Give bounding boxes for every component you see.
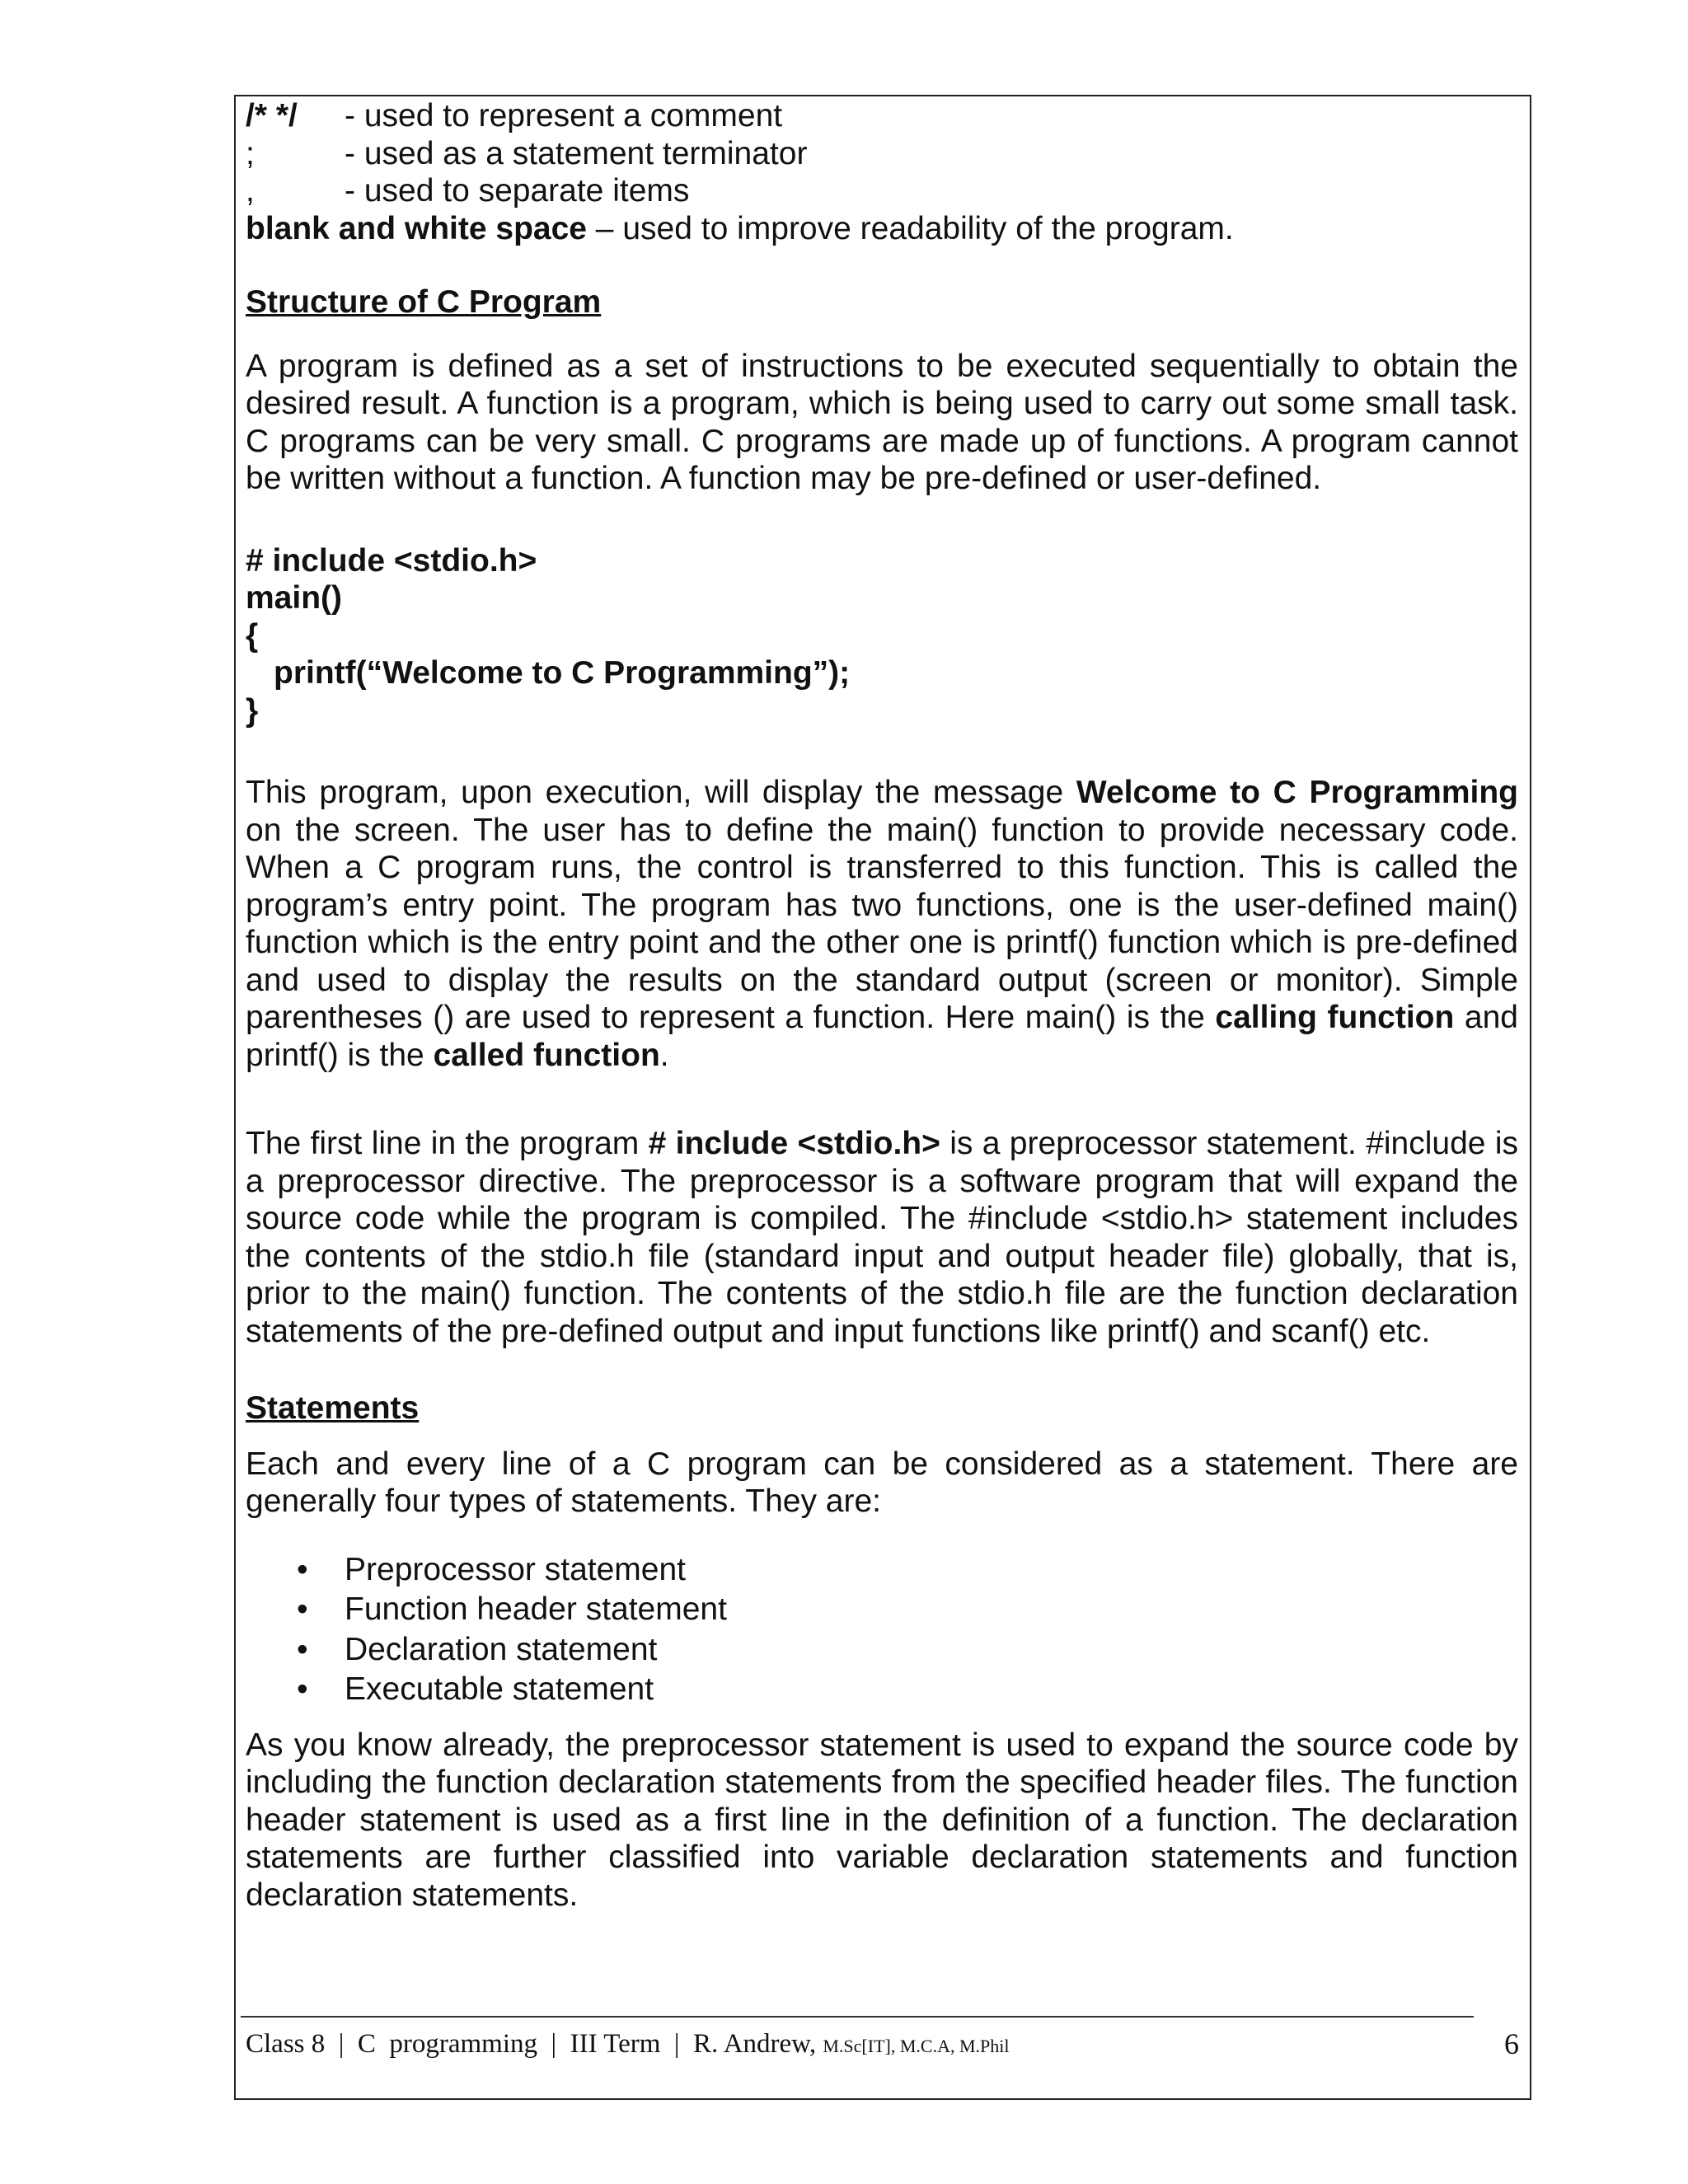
list-item — [246, 1630, 1518, 1671]
statements-heading: Statements — [246, 1390, 420, 1426]
token-desc: - used as a statement terminator — [345, 135, 808, 171]
structure-heading: Structure of C Program — [246, 284, 602, 320]
statements-intro: Each and every line of a C program can be considered as a statement. There are generally four types of statements. They are: — [246, 1446, 1518, 1519]
text-run: This program, upon execution, will display the message — [246, 775, 1076, 810]
list-item-label: Executable statement — [345, 1671, 654, 1707]
text-run: . — [659, 1037, 669, 1073]
bullet-icon: • — [297, 1551, 308, 1587]
bold-run: calling function — [1215, 1000, 1455, 1035]
text-run: is a preprocessor statement. #include is a preprocessor directive. The preprocessor is a software program that will expand the source code while the program is compiled. The #include <stdio.h> statement includes the contents of the stdio.h file (standard input and output header file) globally, that is, prior to the main() function. The contents of the stdio.h file are the function declaration statements of the pre-defined output and input functions like printf() and scanf() etc. — [246, 1126, 1518, 1349]
preprocessor-paragraph — [246, 1125, 1518, 1350]
list-item-label: Preprocessor statement — [345, 1551, 687, 1587]
bold-run: Welcome to C Programming — [1076, 775, 1519, 810]
bullet-icon: • — [297, 1671, 308, 1707]
whitespace-term: blank and white space — [246, 210, 587, 246]
token-row — [246, 97, 1518, 135]
list-item — [246, 1590, 1518, 1630]
list-item-label: Declaration statement — [345, 1631, 658, 1667]
text-run: and printf() is the — [246, 1000, 1518, 1073]
token-desc: - used to separate items — [345, 173, 690, 209]
footer-divider — [241, 2016, 1474, 2018]
token-symbol: , — [246, 173, 255, 209]
structure-paragraph: A program is defined as a set of instructions to be executed sequentially to obtain the desired result. A function is a program, which is being used to carry out some small task. C programs can be very small. C programs are made up of functions. A program cannot be written without a function. A function may be pre-defined or user-defined. — [246, 348, 1518, 496]
footer-qualifications: M.Sc[IT], M.C.A, M.Phil — [823, 2036, 1010, 2056]
whitespace-line — [246, 210, 1518, 248]
token-row — [246, 172, 1518, 210]
code-line: main() — [246, 580, 342, 616]
statement-types-list — [246, 1550, 1518, 1710]
token-list — [246, 97, 1518, 247]
whitespace-desc: – used to improve readability of the program. — [586, 210, 1234, 246]
bold-run: # include <stdio.h> — [648, 1126, 940, 1161]
text-run: The first line in the program — [246, 1126, 649, 1161]
explanation-paragraph — [246, 774, 1518, 1074]
footer-text: Class 8 | C programming | III Term | R. Andrew, — [246, 2029, 823, 2059]
code-block — [246, 542, 1518, 730]
code-line: # include <stdio.h> — [246, 542, 537, 579]
token-row — [246, 135, 1518, 173]
bullet-icon: • — [297, 1631, 308, 1667]
list-item — [246, 1550, 1518, 1591]
page-content — [246, 97, 1518, 1914]
page-footer — [246, 2023, 1519, 2064]
list-item — [246, 1670, 1518, 1710]
statements-closing: As you know already, the preprocessor statement is used to expand the source code by including the function declaration statements from the specified header files. The function header statement is used as a first line in the definition of a function. The declaration statements are further classified into variable declaration statements and function declaration statements. — [246, 1727, 1518, 1913]
bold-run: called function — [433, 1037, 660, 1073]
page-number: 6 — [1504, 2027, 1519, 2060]
code-line: { — [246, 617, 259, 654]
code-line: } — [246, 692, 259, 729]
bullet-icon: • — [297, 1591, 308, 1627]
token-symbol: ; — [246, 135, 255, 171]
token-symbol: /* */ — [246, 98, 298, 134]
text-run: on the screen. The user has to define the main() function to provide necessary code. When a C program runs, the control is transferred to this function. This is called the program’s entry point. The program has two functions, one is the user-defined main() function which is the entry point and the other one is printf() function which is pre-defined and used to display the results on the standard output (screen or monitor). Simple parentheses () are used to represent a function. Here main() is the — [246, 812, 1518, 1035]
token-desc: - used to represent a comment — [345, 98, 783, 134]
code-line: printf(“Welcome to C Programming”); — [274, 655, 851, 691]
list-item-label: Function header statement — [345, 1591, 727, 1627]
